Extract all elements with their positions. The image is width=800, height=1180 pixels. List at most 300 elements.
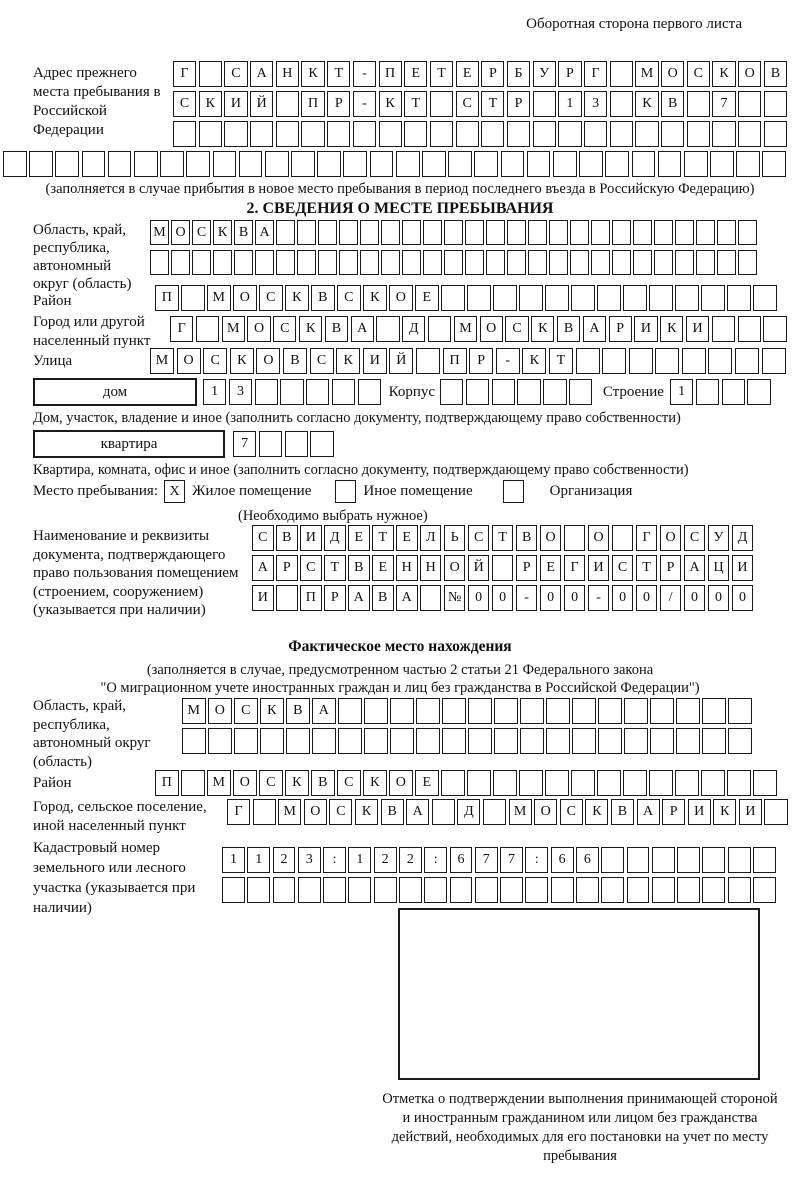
form-cell[interactable] xyxy=(171,250,190,275)
form-cell[interactable]: В xyxy=(325,316,348,342)
form-cell[interactable]: 2 xyxy=(399,847,422,873)
form-cell[interactable] xyxy=(675,220,694,245)
form-cell[interactable]: № xyxy=(444,585,466,611)
form-cell[interactable] xyxy=(728,877,751,903)
form-cell[interactable] xyxy=(597,770,621,796)
form-cell[interactable] xyxy=(467,770,491,796)
form-cell[interactable] xyxy=(570,250,589,275)
form-cell[interactable] xyxy=(507,250,526,275)
form-cell[interactable] xyxy=(576,877,599,903)
form-cell[interactable]: 0 xyxy=(684,585,706,611)
form-cell[interactable] xyxy=(213,250,232,275)
form-cell[interactable] xyxy=(424,877,447,903)
form-cell[interactable]: У xyxy=(533,61,556,87)
form-cell[interactable] xyxy=(612,220,631,245)
form-cell[interactable] xyxy=(545,770,569,796)
form-cell[interactable] xyxy=(199,121,222,147)
form-cell[interactable] xyxy=(298,877,321,903)
form-cell[interactable]: Й xyxy=(389,348,413,374)
form-cell[interactable]: Д xyxy=(324,525,346,551)
form-cell[interactable] xyxy=(696,379,719,405)
form-cell[interactable]: 0 xyxy=(564,585,586,611)
form-cell[interactable]: Т xyxy=(492,525,514,551)
form-cell[interactable] xyxy=(507,121,530,147)
form-cell[interactable] xyxy=(423,250,442,275)
form-cell[interactable] xyxy=(276,121,299,147)
form-cell[interactable] xyxy=(422,151,446,177)
form-cell[interactable]: О xyxy=(444,555,466,581)
form-cell[interactable]: С xyxy=(468,525,490,551)
form-cell[interactable] xyxy=(701,770,725,796)
form-cell[interactable] xyxy=(338,728,362,754)
form-cell[interactable]: П xyxy=(155,770,179,796)
form-cell[interactable] xyxy=(597,285,621,311)
form-cell[interactable]: Д xyxy=(457,799,480,825)
form-cell[interactable]: 0 xyxy=(708,585,730,611)
form-cell[interactable] xyxy=(150,250,169,275)
form-cell[interactable]: 7 xyxy=(233,431,256,457)
form-cell[interactable]: 1 xyxy=(558,91,581,117)
form-cell[interactable]: Е xyxy=(348,525,370,551)
form-cell[interactable]: К xyxy=(285,770,309,796)
form-cell[interactable] xyxy=(545,285,569,311)
form-cell[interactable] xyxy=(569,379,592,405)
form-cell[interactable]: М xyxy=(182,698,206,724)
form-cell[interactable]: О xyxy=(738,61,761,87)
form-cell[interactable] xyxy=(633,220,652,245)
form-cell[interactable]: В xyxy=(764,61,787,87)
form-cell[interactable]: О xyxy=(534,799,557,825)
form-cell[interactable]: 0 xyxy=(540,585,562,611)
form-cell[interactable]: О xyxy=(233,285,257,311)
form-cell[interactable] xyxy=(687,121,710,147)
form-cell[interactable]: П xyxy=(155,285,179,311)
form-cell[interactable]: Г xyxy=(564,555,586,581)
form-cell[interactable]: - xyxy=(353,61,376,87)
form-cell[interactable] xyxy=(441,285,465,311)
form-cell[interactable] xyxy=(632,151,656,177)
form-cell[interactable] xyxy=(717,220,736,245)
form-cell[interactable] xyxy=(572,728,596,754)
form-cell[interactable] xyxy=(186,151,210,177)
form-cell[interactable]: М xyxy=(207,770,231,796)
form-cell[interactable]: 6 xyxy=(450,847,473,873)
form-cell[interactable]: 1 xyxy=(247,847,270,873)
form-cell[interactable] xyxy=(213,151,237,177)
dom-box[interactable]: дом xyxy=(33,378,197,406)
form-cell[interactable]: А xyxy=(396,585,418,611)
form-cell[interactable]: М xyxy=(278,799,301,825)
form-cell[interactable] xyxy=(598,728,622,754)
form-cell[interactable] xyxy=(430,91,453,117)
form-cell[interactable]: Е xyxy=(415,770,439,796)
form-cell[interactable] xyxy=(708,348,732,374)
form-cell[interactable] xyxy=(402,250,421,275)
form-cell[interactable] xyxy=(710,151,734,177)
form-cell[interactable] xyxy=(753,770,777,796)
form-cell[interactable] xyxy=(528,250,547,275)
form-cell[interactable] xyxy=(199,61,222,87)
form-cell[interactable] xyxy=(338,698,362,724)
form-cell[interactable] xyxy=(696,220,715,245)
form-cell[interactable] xyxy=(579,151,603,177)
form-cell[interactable]: А xyxy=(583,316,606,342)
form-cell[interactable]: А xyxy=(252,555,274,581)
form-cell[interactable]: М xyxy=(150,348,174,374)
form-cell[interactable] xyxy=(728,698,752,724)
form-cell[interactable] xyxy=(712,316,735,342)
form-cell[interactable] xyxy=(762,348,786,374)
form-cell[interactable]: : xyxy=(525,847,548,873)
form-cell[interactable]: 3 xyxy=(584,91,607,117)
form-cell[interactable]: О xyxy=(304,799,327,825)
form-cell[interactable] xyxy=(108,151,132,177)
form-cell[interactable] xyxy=(276,585,298,611)
form-cell[interactable]: В xyxy=(283,348,307,374)
form-cell[interactable] xyxy=(348,877,371,903)
form-cell[interactable] xyxy=(549,220,568,245)
form-cell[interactable]: Е xyxy=(372,555,394,581)
form-cell[interactable]: О xyxy=(660,525,682,551)
form-cell[interactable]: Ц xyxy=(708,555,730,581)
form-cell[interactable] xyxy=(738,316,761,342)
form-cell[interactable] xyxy=(525,877,548,903)
form-cell[interactable] xyxy=(558,121,581,147)
form-cell[interactable]: К xyxy=(660,316,683,342)
form-cell[interactable] xyxy=(629,348,653,374)
form-cell[interactable] xyxy=(601,877,624,903)
form-cell[interactable]: Г xyxy=(170,316,193,342)
form-cell[interactable]: Н xyxy=(396,555,418,581)
form-cell[interactable] xyxy=(192,250,211,275)
form-cell[interactable] xyxy=(500,877,523,903)
form-cell[interactable]: Р xyxy=(481,61,504,87)
form-cell[interactable]: Т xyxy=(327,61,350,87)
form-cell[interactable] xyxy=(507,220,526,245)
form-cell[interactable] xyxy=(440,379,463,405)
form-cell[interactable]: О xyxy=(661,61,684,87)
form-cell[interactable] xyxy=(738,91,761,117)
form-cell[interactable]: Т xyxy=(404,91,427,117)
form-cell[interactable] xyxy=(712,121,735,147)
form-cell[interactable] xyxy=(260,728,284,754)
form-cell[interactable] xyxy=(3,151,27,177)
form-cell[interactable]: Е xyxy=(415,285,439,311)
form-cell[interactable] xyxy=(610,121,633,147)
form-cell[interactable] xyxy=(520,728,544,754)
form-cell[interactable] xyxy=(306,379,329,405)
form-cell[interactable]: С xyxy=(224,61,247,87)
form-cell[interactable] xyxy=(728,847,751,873)
form-cell[interactable] xyxy=(675,285,699,311)
form-cell[interactable]: Т xyxy=(430,61,453,87)
form-cell[interactable] xyxy=(633,250,652,275)
form-cell[interactable] xyxy=(650,698,674,724)
form-cell[interactable]: Р xyxy=(469,348,493,374)
form-cell[interactable] xyxy=(332,379,355,405)
form-cell[interactable]: К xyxy=(301,61,324,87)
form-cell[interactable] xyxy=(610,91,633,117)
form-cell[interactable]: С xyxy=(273,316,296,342)
form-cell[interactable] xyxy=(650,728,674,754)
form-cell[interactable]: С xyxy=(310,348,334,374)
form-cell[interactable]: М xyxy=(635,61,658,87)
form-cell[interactable]: В xyxy=(661,91,684,117)
form-cell[interactable] xyxy=(696,250,715,275)
form-cell[interactable]: О xyxy=(208,698,232,724)
form-cell[interactable] xyxy=(677,877,700,903)
form-cell[interactable]: 7 xyxy=(712,91,735,117)
form-cell[interactable]: А xyxy=(637,799,660,825)
form-cell[interactable] xyxy=(456,121,479,147)
form-cell[interactable] xyxy=(546,698,570,724)
form-cell[interactable] xyxy=(276,91,299,117)
form-cell[interactable] xyxy=(173,121,196,147)
form-cell[interactable] xyxy=(675,250,694,275)
form-cell[interactable]: К xyxy=(379,91,402,117)
form-cell[interactable] xyxy=(430,121,453,147)
form-cell[interactable] xyxy=(702,847,725,873)
form-cell[interactable]: К xyxy=(336,348,360,374)
form-cell[interactable] xyxy=(208,728,232,754)
form-cell[interactable]: И xyxy=(739,799,762,825)
form-cell[interactable] xyxy=(492,555,514,581)
form-cell[interactable] xyxy=(624,698,648,724)
form-cell[interactable]: Р xyxy=(660,555,682,581)
form-cell[interactable] xyxy=(317,151,341,177)
form-cell[interactable] xyxy=(297,220,316,245)
form-cell[interactable]: О xyxy=(247,316,270,342)
form-cell[interactable] xyxy=(493,770,517,796)
form-cell[interactable]: 0 xyxy=(636,585,658,611)
form-cell[interactable]: С xyxy=(560,799,583,825)
form-cell[interactable]: К xyxy=(363,770,387,796)
form-cell[interactable]: О xyxy=(171,220,190,245)
form-cell[interactable]: А xyxy=(406,799,429,825)
form-cell[interactable]: С xyxy=(337,770,361,796)
form-cell[interactable] xyxy=(318,220,337,245)
form-cell[interactable] xyxy=(297,250,316,275)
form-cell[interactable]: С xyxy=(259,770,283,796)
form-cell[interactable]: Д xyxy=(402,316,425,342)
form-cell[interactable] xyxy=(360,250,379,275)
form-cell[interactable] xyxy=(727,285,751,311)
form-cell[interactable]: С xyxy=(300,555,322,581)
form-cell[interactable] xyxy=(753,877,776,903)
form-cell[interactable]: Й xyxy=(468,555,490,581)
form-cell[interactable] xyxy=(280,379,303,405)
form-cell[interactable]: 6 xyxy=(576,847,599,873)
form-cell[interactable] xyxy=(181,285,205,311)
form-cell[interactable] xyxy=(627,877,650,903)
form-cell[interactable] xyxy=(239,151,263,177)
form-cell[interactable]: М xyxy=(207,285,231,311)
form-cell[interactable] xyxy=(702,728,726,754)
form-cell[interactable] xyxy=(475,877,498,903)
form-cell[interactable]: Ь xyxy=(444,525,466,551)
form-cell[interactable] xyxy=(285,431,308,457)
form-cell[interactable]: И xyxy=(634,316,657,342)
form-cell[interactable] xyxy=(571,285,595,311)
form-cell[interactable]: К xyxy=(213,220,232,245)
form-cell[interactable]: А xyxy=(348,585,370,611)
form-cell[interactable] xyxy=(753,847,776,873)
form-cell[interactable] xyxy=(465,250,484,275)
form-cell[interactable]: С xyxy=(173,91,196,117)
form-cell[interactable] xyxy=(301,121,324,147)
form-cell[interactable] xyxy=(551,877,574,903)
form-cell[interactable]: Е xyxy=(404,61,427,87)
form-cell[interactable]: А xyxy=(255,220,274,245)
form-cell[interactable]: С xyxy=(505,316,528,342)
form-cell[interactable] xyxy=(468,728,492,754)
form-cell[interactable] xyxy=(82,151,106,177)
form-cell[interactable] xyxy=(196,316,219,342)
form-cell[interactable] xyxy=(428,316,451,342)
form-cell[interactable] xyxy=(763,316,786,342)
form-cell[interactable]: Е xyxy=(396,525,418,551)
form-cell[interactable] xyxy=(55,151,79,177)
form-cell[interactable]: Т xyxy=(324,555,346,581)
form-cell[interactable] xyxy=(486,250,505,275)
form-cell[interactable]: Т xyxy=(636,555,658,581)
form-cell[interactable] xyxy=(442,728,466,754)
form-cell[interactable]: С xyxy=(259,285,283,311)
form-cell[interactable] xyxy=(591,220,610,245)
form-cell[interactable]: 0 xyxy=(468,585,490,611)
form-cell[interactable] xyxy=(492,379,515,405)
form-cell[interactable]: 2 xyxy=(273,847,296,873)
form-cell[interactable]: 1 xyxy=(203,379,226,405)
form-cell[interactable] xyxy=(753,285,777,311)
form-cell[interactable] xyxy=(501,151,525,177)
form-cell[interactable]: П xyxy=(443,348,467,374)
form-cell[interactable]: О xyxy=(588,525,610,551)
form-cell[interactable]: В xyxy=(276,525,298,551)
form-cell[interactable]: М xyxy=(454,316,477,342)
form-cell[interactable] xyxy=(481,121,504,147)
form-cell[interactable]: К xyxy=(355,799,378,825)
form-cell[interactable]: О xyxy=(540,525,562,551)
form-cell[interactable] xyxy=(528,220,547,245)
form-cell[interactable]: : xyxy=(424,847,447,873)
form-cell[interactable]: Е xyxy=(540,555,562,581)
form-cell[interactable] xyxy=(652,847,675,873)
form-cell[interactable] xyxy=(291,151,315,177)
form-cell[interactable] xyxy=(370,151,394,177)
form-cell[interactable] xyxy=(432,799,455,825)
form-cell[interactable] xyxy=(728,728,752,754)
form-cell[interactable] xyxy=(533,91,556,117)
form-cell[interactable] xyxy=(543,379,566,405)
form-cell[interactable]: Т xyxy=(549,348,573,374)
form-cell[interactable] xyxy=(474,151,498,177)
form-cell[interactable]: Р xyxy=(609,316,632,342)
form-cell[interactable]: П xyxy=(300,585,322,611)
form-cell[interactable] xyxy=(29,151,53,177)
form-cell[interactable] xyxy=(381,250,400,275)
form-cell[interactable] xyxy=(327,121,350,147)
form-cell[interactable] xyxy=(517,379,540,405)
form-cell[interactable]: У xyxy=(708,525,730,551)
form-cell[interactable] xyxy=(764,121,787,147)
form-cell[interactable]: И xyxy=(688,799,711,825)
form-cell[interactable] xyxy=(265,151,289,177)
form-cell[interactable] xyxy=(416,728,440,754)
form-cell[interactable]: С xyxy=(192,220,211,245)
form-cell[interactable] xyxy=(390,698,414,724)
form-cell[interactable] xyxy=(727,770,751,796)
form-cell[interactable] xyxy=(546,728,570,754)
form-cell[interactable]: В xyxy=(611,799,634,825)
form-cell[interactable] xyxy=(253,799,276,825)
form-cell[interactable] xyxy=(255,379,278,405)
form-cell[interactable]: К xyxy=(531,316,554,342)
form-cell[interactable]: А xyxy=(250,61,273,87)
form-cell[interactable]: 1 xyxy=(670,379,693,405)
form-cell[interactable]: Н xyxy=(420,555,442,581)
form-cell[interactable]: И xyxy=(300,525,322,551)
form-cell[interactable] xyxy=(658,151,682,177)
form-cell[interactable] xyxy=(605,151,629,177)
form-cell[interactable] xyxy=(717,250,736,275)
form-cell[interactable]: П xyxy=(301,91,324,117)
form-cell[interactable] xyxy=(404,121,427,147)
form-cell[interactable] xyxy=(612,250,631,275)
form-cell[interactable]: И xyxy=(363,348,387,374)
form-cell[interactable] xyxy=(442,698,466,724)
form-cell[interactable]: 3 xyxy=(229,379,252,405)
form-cell[interactable] xyxy=(652,877,675,903)
form-cell[interactable]: : xyxy=(323,847,346,873)
form-cell[interactable]: С xyxy=(687,61,710,87)
form-cell[interactable] xyxy=(444,220,463,245)
form-cell[interactable]: И xyxy=(224,91,247,117)
checkbox-inoe[interactable] xyxy=(335,480,356,503)
form-cell[interactable] xyxy=(676,728,700,754)
form-cell[interactable]: Т xyxy=(372,525,394,551)
form-cell[interactable] xyxy=(234,728,258,754)
form-cell[interactable]: О xyxy=(389,285,413,311)
form-cell[interactable]: В xyxy=(311,285,335,311)
form-cell[interactable] xyxy=(259,431,282,457)
form-cell[interactable]: И xyxy=(588,555,610,581)
form-cell[interactable]: 1 xyxy=(348,847,371,873)
form-cell[interactable]: В xyxy=(348,555,370,581)
form-cell[interactable] xyxy=(416,348,440,374)
form-cell[interactable] xyxy=(735,348,759,374)
form-cell[interactable]: К xyxy=(712,61,735,87)
form-cell[interactable]: 1 xyxy=(222,847,245,873)
form-cell[interactable] xyxy=(247,877,270,903)
kvartira-box[interactable]: квартира xyxy=(33,430,225,458)
form-cell[interactable]: О xyxy=(256,348,280,374)
form-cell[interactable]: С xyxy=(612,555,634,581)
form-cell[interactable] xyxy=(483,799,506,825)
form-cell[interactable] xyxy=(468,698,492,724)
form-cell[interactable]: 0 xyxy=(732,585,754,611)
form-cell[interactable] xyxy=(310,431,333,457)
form-cell[interactable]: С xyxy=(337,285,361,311)
form-cell[interactable] xyxy=(255,250,274,275)
form-cell[interactable]: О xyxy=(389,770,413,796)
form-cell[interactable]: В xyxy=(286,698,310,724)
form-cell[interactable] xyxy=(160,151,184,177)
form-cell[interactable] xyxy=(654,220,673,245)
form-cell[interactable] xyxy=(379,121,402,147)
form-cell[interactable]: - xyxy=(353,91,376,117)
form-cell[interactable]: К xyxy=(363,285,387,311)
